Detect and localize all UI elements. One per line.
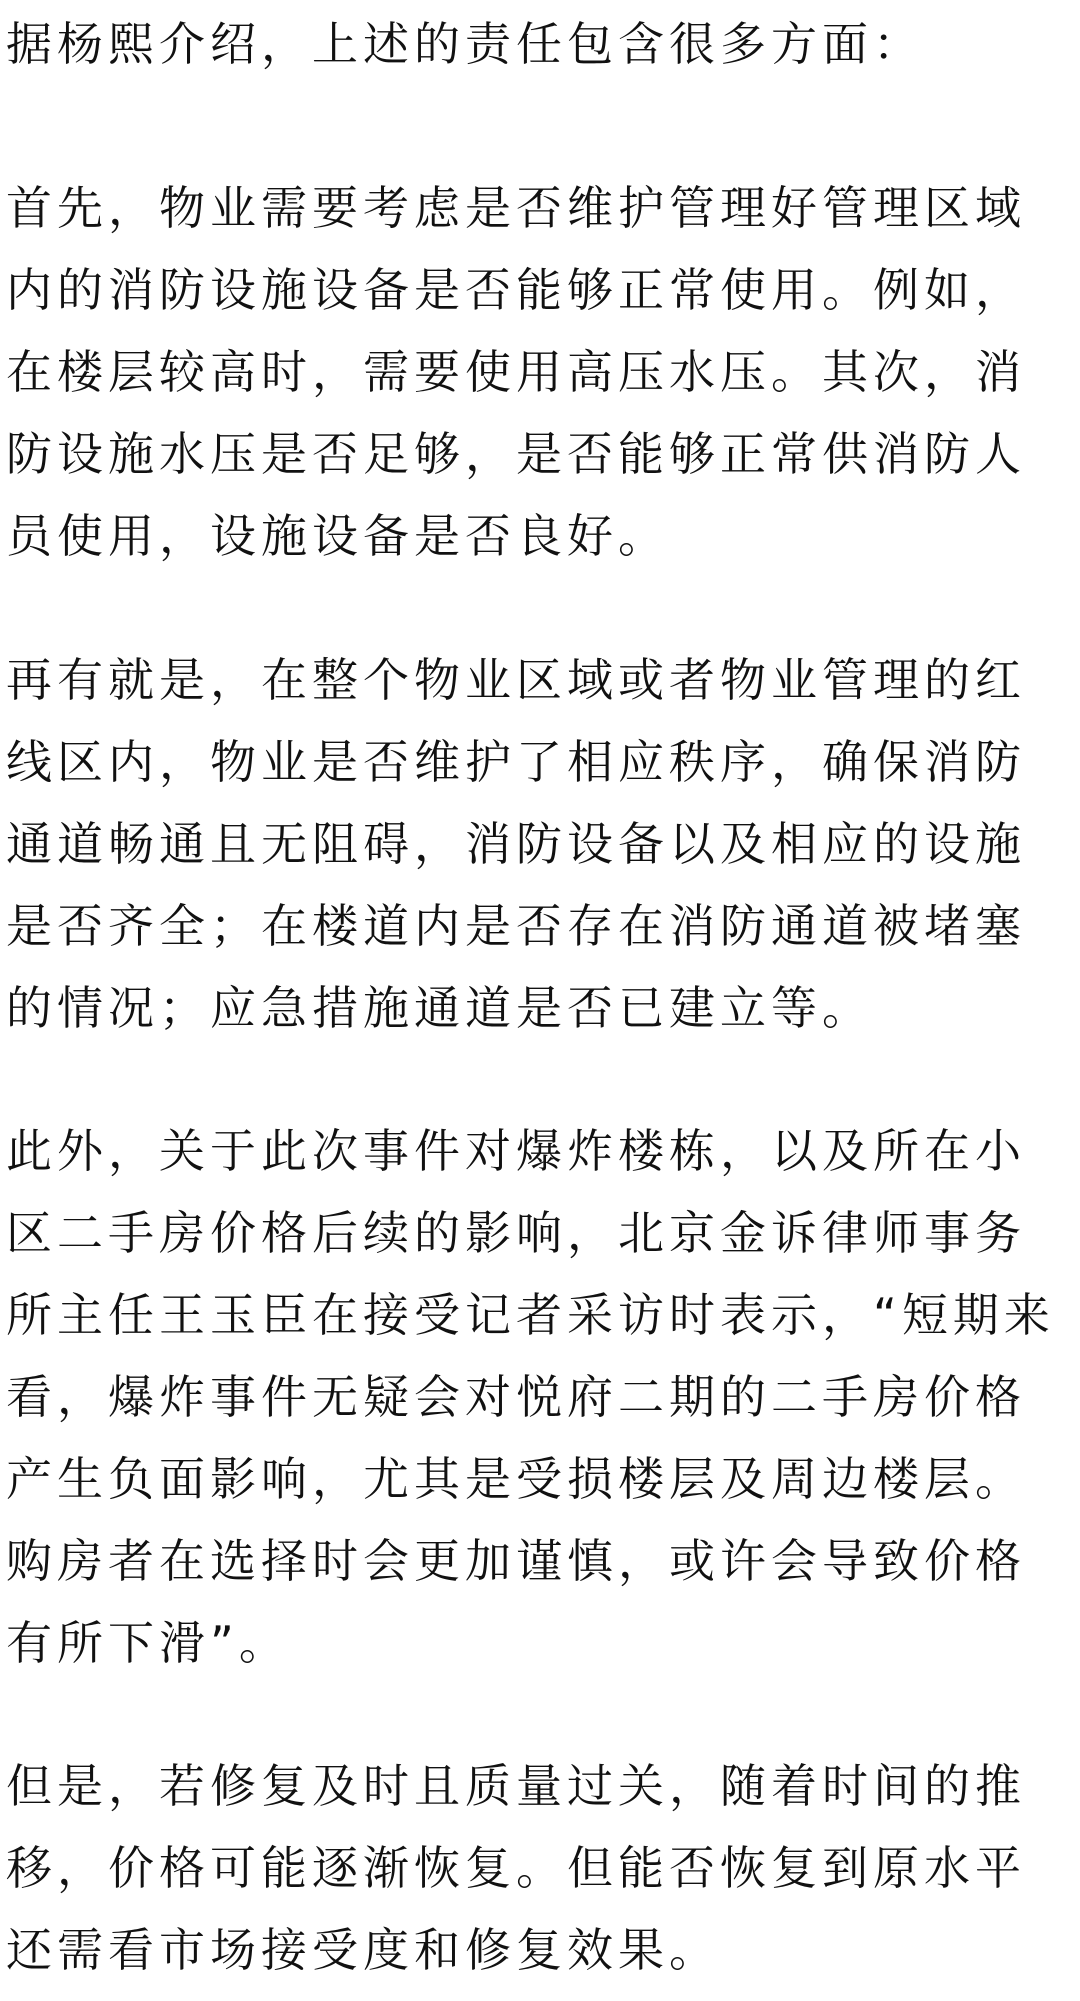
text-line: 还需看市场接受度和修复效果。 — [6, 1923, 720, 1977]
paragraph-second — [6, 639, 1080, 1049]
text-line: 此外，关于此次事件对爆炸楼栋，以及所在小 — [6, 1124, 1026, 1178]
text-line: 据杨熙介绍，上述的责任包含很多方面： — [6, 17, 924, 71]
text-line: 线区内，物业是否维护了相应秩序，确保消防 — [6, 735, 1026, 789]
text-line: 有所下滑”。 — [6, 1616, 290, 1670]
text-line: 再有就是，在整个物业区域或者物业管理的红 — [6, 653, 1026, 707]
paragraph-third — [6, 1110, 1080, 1684]
text-line: 首先，物业需要考虑是否维护管理好管理区域 — [6, 181, 1026, 235]
text-line: 看，爆炸事件无疑会对悦府二期的二手房价格 — [6, 1370, 1026, 1424]
paragraph-first — [6, 167, 1080, 577]
text-line: 移，价格可能逐渐恢复。但能否恢复到原水平 — [6, 1841, 1026, 1895]
text-line: 在楼层较高时，需要使用高压水压。其次，消 — [6, 345, 1026, 399]
text-line: 防设施水压是否足够，是否能够正常供消防人 — [6, 427, 1026, 481]
text-line: 区二手房价格后续的影响，北京金诉律师事务 — [6, 1206, 1026, 1260]
text-line: 所主任王玉臣在接受记者采访时表示，“短期来 — [6, 1288, 1055, 1342]
text-line: 的情况；应急措施通道是否已建立等。 — [6, 981, 873, 1035]
paragraph-intro — [6, 3, 1080, 85]
text-line: 是否齐全；在楼道内是否存在消防通道被堵塞 — [6, 899, 1026, 953]
text-line: 产生负面影响，尤其是受损楼层及周边楼层。 — [6, 1452, 1026, 1506]
paragraph-fourth — [6, 1745, 1080, 1991]
text-line: 通道畅通且无阻碍，消防设备以及相应的设施 — [6, 817, 1026, 871]
text-line: 但是，若修复及时且质量过关，随着时间的推 — [6, 1759, 1026, 1813]
text-line: 内的消防设施设备是否能够正常使用。例如， — [6, 263, 1026, 317]
text-line: 员使用，设施设备是否良好。 — [6, 509, 669, 563]
text-line: 购房者在选择时会更加谨慎，或许会导致价格 — [6, 1534, 1026, 1588]
